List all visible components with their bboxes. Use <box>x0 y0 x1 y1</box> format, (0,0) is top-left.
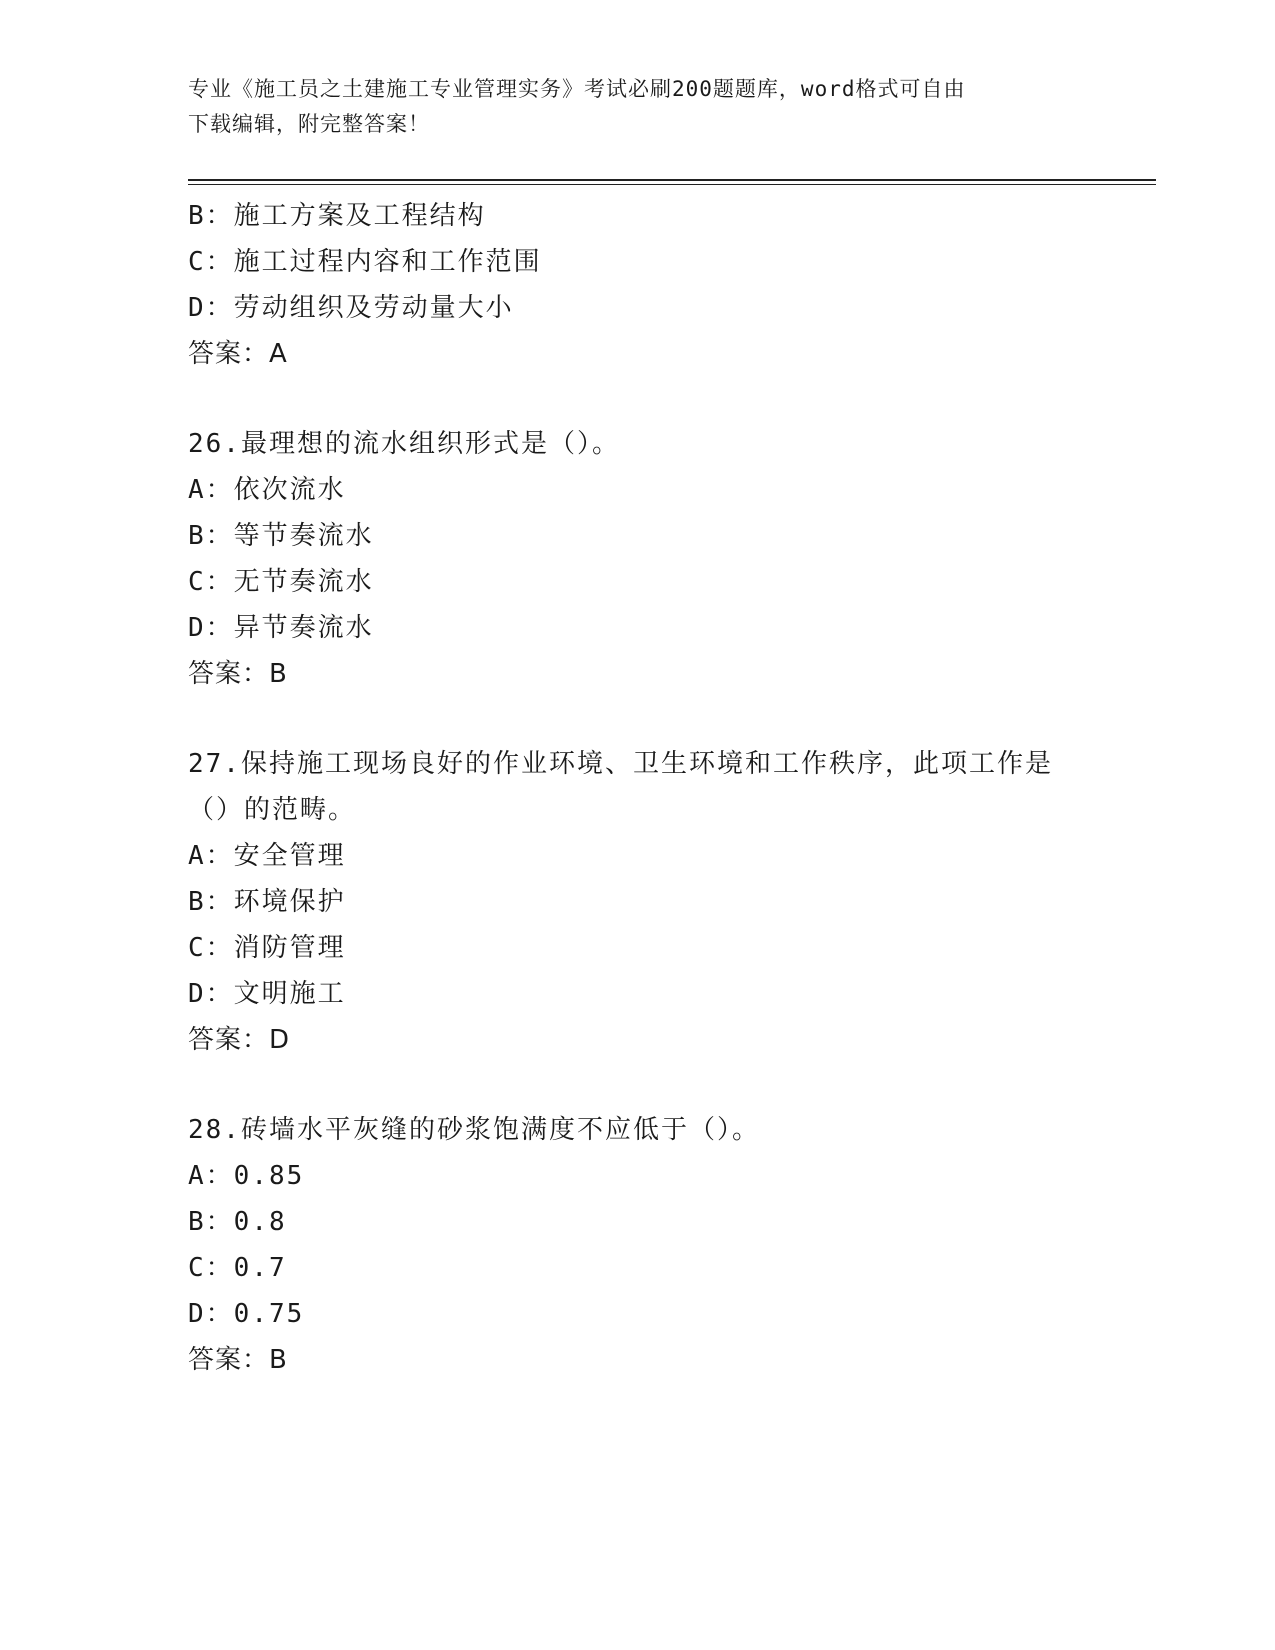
option-line: A：安全管理 <box>188 841 346 871</box>
option-line: B：施工方案及工程结构 <box>188 201 486 231</box>
option-line: C：消防管理 <box>188 933 346 963</box>
answer-line: 答案：B <box>188 1345 288 1375</box>
option-text: 劳动组织及劳动量大小 <box>233 293 514 323</box>
question-stem: 26.最理想的流水组织形式是（）。 <box>188 429 620 459</box>
option-text: 消防管理 <box>233 933 346 963</box>
option-letter: C <box>188 247 206 277</box>
option-line: D：劳动组织及劳动量大小 <box>188 293 514 323</box>
option-letter: B <box>188 1207 206 1237</box>
option-text: 依次流水 <box>233 475 346 505</box>
option-letter: A <box>188 475 206 505</box>
option-line: B：等节奏流水 <box>188 521 374 551</box>
option-text: 安全管理 <box>233 841 346 871</box>
option-letter: D <box>188 293 206 323</box>
option-line: D：文明施工 <box>188 979 346 1009</box>
option-text: 0.7 <box>233 1253 287 1283</box>
option-letter: C <box>188 567 206 597</box>
question-stem: 28.砖墙水平灰缝的砂浆饱满度不应低于（）。 <box>188 1115 760 1145</box>
question-list <box>188 193 1088 1383</box>
option-line: B：0.8 <box>188 1207 287 1237</box>
option-letter: C <box>188 933 206 963</box>
option-line: C：无节奏流水 <box>188 567 374 597</box>
option-line: C：施工过程内容和工作范围 <box>188 247 542 277</box>
question-block-26 <box>188 421 1088 697</box>
option-letter: A <box>188 1161 206 1191</box>
option-line: D：异节奏流水 <box>188 613 374 643</box>
answer-line: 答案：B <box>188 659 288 689</box>
option-letter: B <box>188 521 206 551</box>
option-text: 施工过程内容和工作范围 <box>233 247 542 277</box>
question-stem: 27.保持施工现场良好的作业环境、卫生环境和工作秩序，此项工作是 <box>188 749 1053 779</box>
header-divider-thick <box>188 179 1156 181</box>
option-text: 文明施工 <box>233 979 346 1009</box>
option-text: 0.75 <box>233 1299 305 1329</box>
question-stem-continuation: （）的范畴。 <box>188 795 357 825</box>
option-line: A：0.85 <box>188 1161 305 1191</box>
option-letter: B <box>188 201 206 231</box>
question-block-28 <box>188 1107 1088 1383</box>
option-text: 施工方案及工程结构 <box>233 201 486 231</box>
document-header <box>188 72 1068 142</box>
header-line-1: 专业《施工员之土建施工专业管理实务》考试必刷200题题库，word格式可自由 <box>188 77 966 101</box>
option-letter: A <box>188 841 206 871</box>
option-text: 异节奏流水 <box>233 613 374 643</box>
option-letter: C <box>188 1253 206 1283</box>
option-text: 环境保护 <box>233 887 346 917</box>
question-block-27 <box>188 741 1088 1063</box>
option-line: D：0.75 <box>188 1299 305 1329</box>
option-letter: D <box>188 613 206 643</box>
question-block-25-continued <box>188 193 1088 377</box>
option-text: 无节奏流水 <box>233 567 374 597</box>
option-line: B：环境保护 <box>188 887 346 917</box>
option-text: 0.85 <box>233 1161 305 1191</box>
answer-line: 答案：D <box>188 1025 291 1055</box>
option-text: 0.8 <box>233 1207 287 1237</box>
header-divider-thin <box>188 184 1156 185</box>
option-letter: D <box>188 1299 206 1329</box>
header-line-2: 下载编辑，附完整答案！ <box>188 112 430 136</box>
option-text: 等节奏流水 <box>233 521 374 551</box>
option-line: A：依次流水 <box>188 475 346 505</box>
option-letter: D <box>188 979 206 1009</box>
option-line: C：0.7 <box>188 1253 287 1283</box>
answer-line: 答案：A <box>188 339 288 369</box>
option-letter: B <box>188 887 206 917</box>
